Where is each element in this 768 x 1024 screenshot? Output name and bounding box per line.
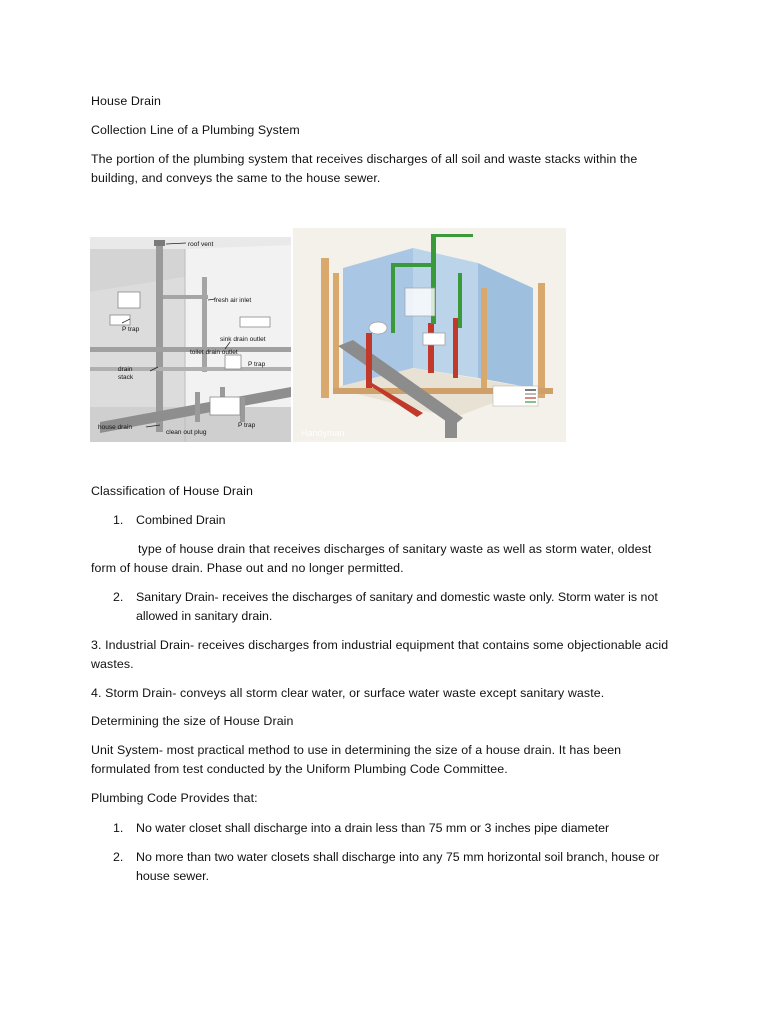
code-item-2-line-2: house sewer. [136,869,210,883]
label-clean-out-plug: clean out plug [166,429,207,436]
section-subtitle: Collection Line of a Plumbing System [91,123,300,137]
definition-line-1: The portion of the plumbing system that receives discharges of all soil and waste stacks within the [91,152,638,166]
label-fresh-air-inlet: fresh air inlet [214,297,252,304]
item-1-desc-line-2: form of house drain. Phase out and no longer permitted. [91,561,404,575]
definition-line-2: building, and conveys the same to the house sewer. [91,171,381,185]
unit-system-line-2: formulated from test conducted by the Uniform Plumbing Code Committee. [91,762,508,776]
classification-heading: Classification of House Drain [91,484,253,498]
label-house-drain: house drain [98,424,132,431]
label-p-trap-2: P trap [248,361,266,368]
label-drain-stack-2: stack [118,374,134,381]
label-toilet-drain-outlet: toilet drain outlet [190,349,238,356]
page-title: House Drain [91,94,161,108]
item-3-line-2: wastes. [91,657,134,671]
item-4: 4. Storm Drain- conveys all storm clear water, or surface water waste except sanitary waste. [91,686,605,700]
watermark-handyman: Handyman [301,428,345,438]
code-item-2-number: 2. [113,850,124,864]
item-2-number: 2. [113,590,124,604]
item-1-number: 1. [113,513,124,527]
plumbing-code-heading: Plumbing Code Provides that: [91,791,258,805]
item-2-line-2: allowed in sanitary drain. [136,609,273,623]
unit-system-line-1: Unit System- most practical method to use in determining the size of a house drain. It has been [91,743,622,757]
label-p-trap-3: P trap [238,422,256,429]
code-item-1-number: 1. [113,821,124,835]
label-drain-stack-1: drain [118,366,133,373]
house-drain-diagram-left [90,237,291,442]
item-3-line-1: 3. Industrial Drain- receives discharges from industrial equipment that contains some objectionable acid [91,638,669,652]
plumbing-cutaway-svg [293,228,566,442]
item-2-line-1: Sanitary Drain- receives the discharges of sanitary and domestic waste only. Storm water is not [136,590,658,604]
label-p-trap-1: P trap [122,326,140,333]
house-drain-diagram-svg [90,237,291,442]
item-1-label: Combined Drain [136,513,226,527]
code-item-1: No water closet shall discharge into a drain less than 75 mm or 3 inches pipe diameter [136,821,610,835]
item-1-desc-line-1: type of house drain that receives discharges of sanitary waste as well as storm water, oldest [138,542,652,556]
label-roof-vent: roof vent [188,241,214,248]
size-heading: Determining the size of House Drain [91,714,294,728]
code-item-2-line-1: No more than two water closets shall discharge into any 75 mm horizontal soil branch, house or [136,850,660,864]
house-drain-diagram-right [293,228,566,442]
label-sink-drain-outlet: sink drain outlet [220,336,266,343]
